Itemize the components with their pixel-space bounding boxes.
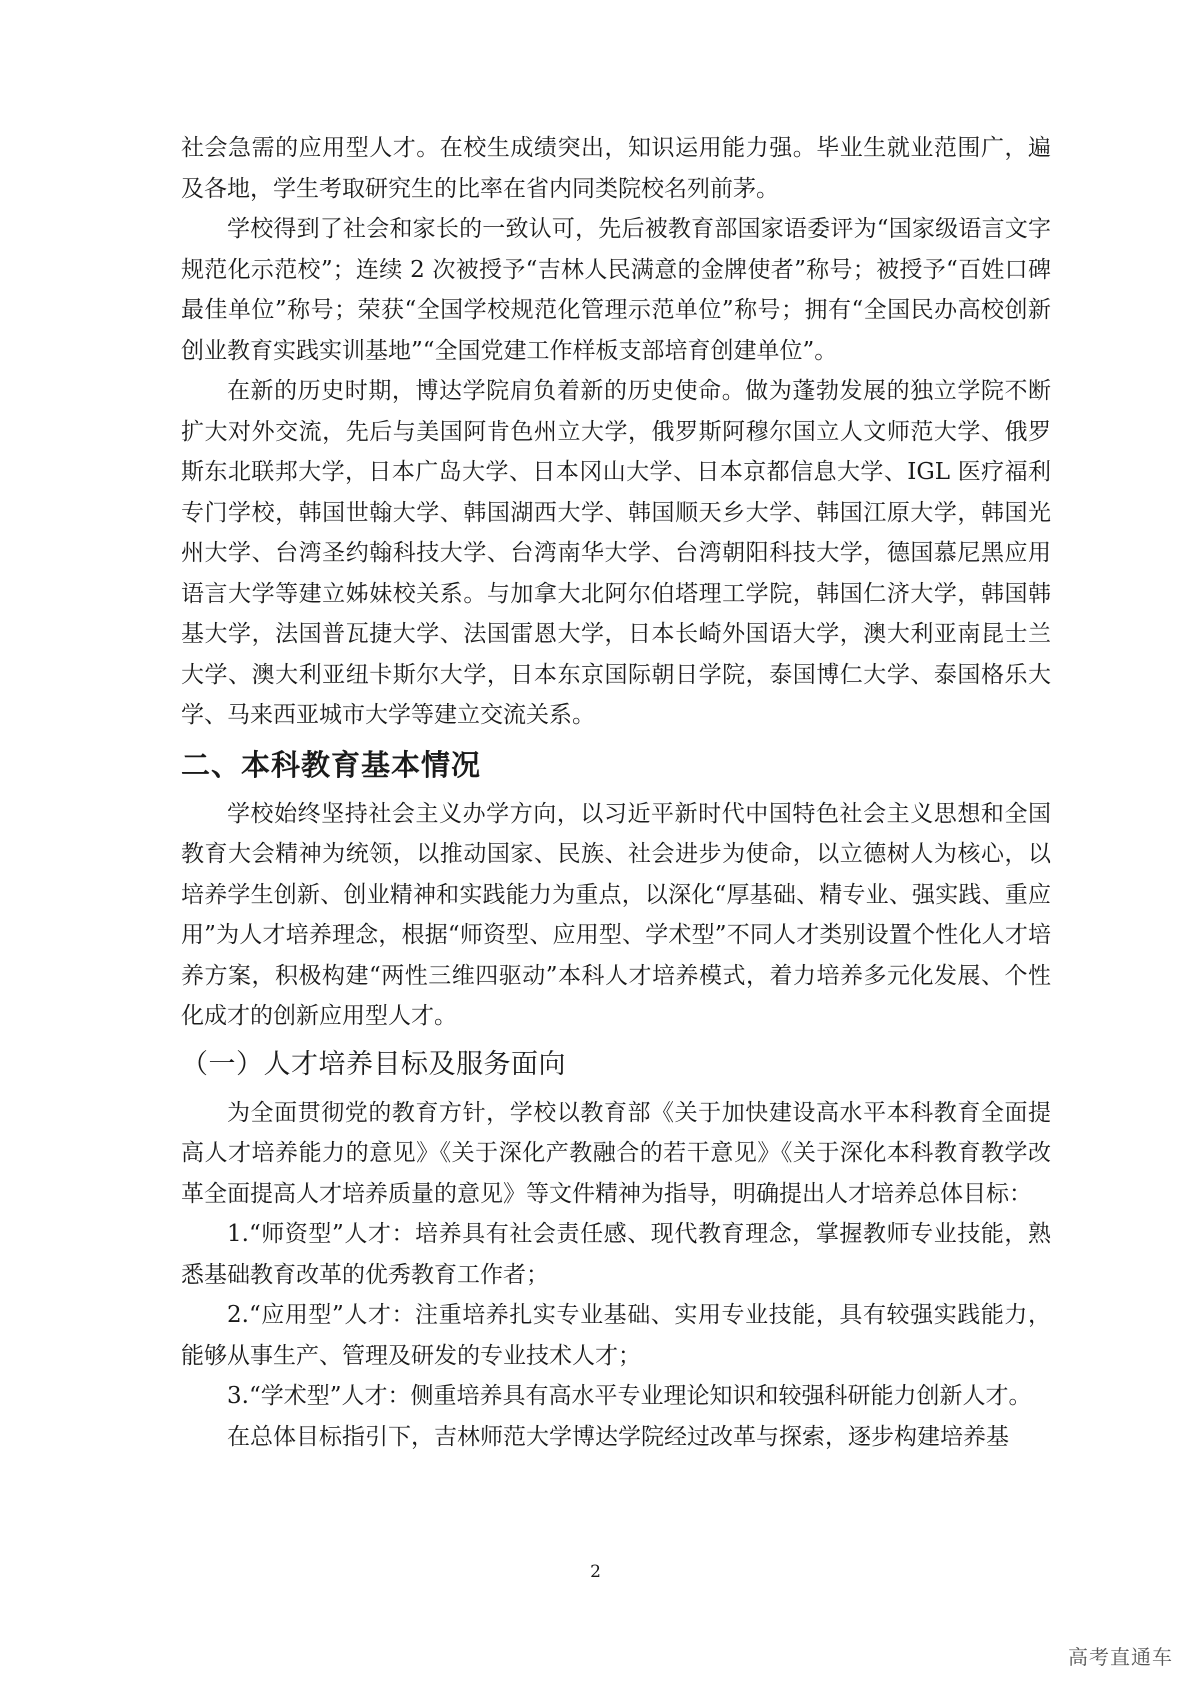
paragraph-closing: 在总体目标指引下，吉林师范大学博达学院经过改革与探索，逐步构建培养基 [227, 1423, 1009, 1450]
list-item-applied-type: 2.“应用型”人才：注重培养扎实专业基础、实用专业技能，具有较强实践能力，能够从事生产、管理及研发的专业技术人才； [181, 1302, 1051, 1369]
list-item-academic-type: 3.“学术型”人才：侧重培养具有高水平专业理论知识和较强科研能力创新人才。 [227, 1383, 1032, 1409]
paragraph-goals-intro: 为全面贯彻党的教育方针，学校以教育部《关于加快建设高水平本科教育全面提高人才培养能力的意见》《关于深化产教融合的若干意见》《关于深化本科教育教学改革全面提高人才培养质量的意见》等文件精神为指导，明确提出人才培养总体目标： [181, 1099, 1051, 1207]
page-number: 2 [590, 1562, 601, 1582]
watermark-text: 高考直通车 [1068, 1645, 1173, 1669]
paragraph-exchange: 在新的历史时期，博达学院肩负着新的历史使命。做为蓬勃发展的独立学院不断扩大对外交流，先后与美国阿肯色州立大学，俄罗斯阿穆尔国立人文师范大学、俄罗斯东北联邦大学，日本广岛大学、日本冈山大学、日本京都信息大学、IGL 医疗福利专门学校，韩国世翰大学、韩国湖西大学、韩国顺天乡大学、韩国江原大学，韩国光州大学、台湾圣约翰科技大学、台湾南华大学、台湾朝阳科技大学，德国慕尼黑应用语言大学等建立姊妹校关系。与加拿大北阿尔伯塔理工学院，韩国仁济大学，韩国韩基大学，法国普瓦捷大学、法国雷恩大学，日本长崎外国语大学，澳大利亚南昆士兰大学、澳大利亚纽卡斯尔大学，日本东京国际朝日学院，泰国博仁大学、泰国格乐大学、马来西亚城市大学等建立交流关系。 [181, 378, 1051, 728]
subsection-heading: （一）人才培养目标及服务面向 [181, 1048, 566, 1080]
section-heading: 二、本科教育基本情况 [181, 747, 482, 782]
paragraph-continued: 社会急需的应用型人才。在校生成绩突出，知识运用能力强。毕业生就业范围广，遍及各地，学生考取研究生的比率在省内同类院校名列前茅。 [181, 135, 1051, 202]
list-item-teacher-type: 1.“师资型”人才：培养具有社会责任感、现代教育理念，掌握教师专业技能，熟悉基础教育改革的优秀教育工作者； [181, 1221, 1051, 1288]
paragraph-recognition: 学校得到了社会和家长的一致认可，先后被教育部国家语委评为“国家级语言文字规范化示范校”；连续 2 次被授予“吉林人民满意的金牌使者”称号；被授予“百姓口碑最佳单位”称号；荣获“全国学校规范化管理示范单位”称号；拥有“全国民办高校创新创业教育实践实训基地”“全国党建工作样板支部培育创建单位”。 [181, 216, 1051, 364]
paragraph-section-intro: 学校始终坚持社会主义办学方向，以习近平新时代中国特色社会主义思想和全国教育大会精神为统领，以推动国家、民族、社会进步为使命，以立德树人为核心，以培养学生创新、创业精神和实践能力为重点，以深化“厚基础、精专业、强实践、重应用”为人才培养理念，根据“师资型、应用型、学术型”不同人才类别设置个性化人才培养方案，积极构建“两性三维四驱动”本科人才培养模式，着力培养多元化发展、个性化成才的创新应用型人才。 [181, 800, 1051, 1029]
document-page [181, 128, 1051, 1457]
